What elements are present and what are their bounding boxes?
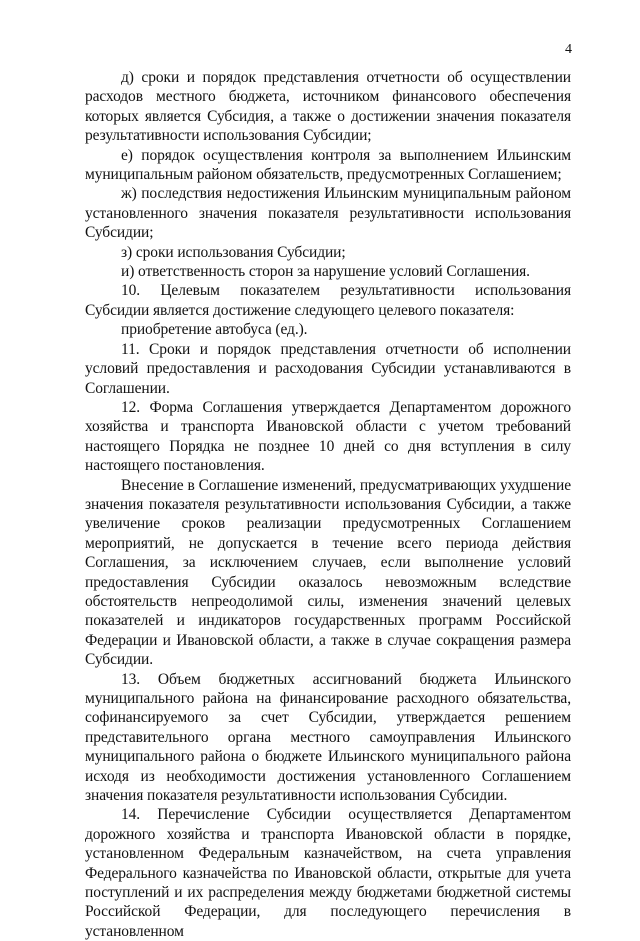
paragraph-item-e: е) порядок осуществления контроля за выполнением Ильинским муниципальным районом обязательств, предусмотренных Соглашением; <box>85 146 571 184</box>
paragraph-12: 12. Форма Соглашения утверждается Департаментом дорожного хозяйства и транспорта Ивановской области с учетом требований настоящего Порядка не позднее 10 дней со дня вступления в силу настоящего постановления. <box>85 398 571 475</box>
page-number: 4 <box>565 42 572 57</box>
paragraph-10: 10. Целевым показателем результативности использования Субсидии является достижение следующего целевого показателя: <box>85 282 571 319</box>
paragraph-14: 14. Перечисление Субсидии осуществляется Департаментом дорожного хозяйства и транспорта Ивановской области в порядке, установленном Федеральным казначейством, на счета управления Федерального казначейства по Ивановской области, открытые для учета поступлений и их распределения между бюджетами бюджетной системы Российской Федерации, для последующего перечисления в установленном <box>85 806 571 940</box>
document-body <box>85 68 571 941</box>
paragraph-13: 13. Объем бюджетных ассигнований бюджета Ильинского муниципального района на финансирование расходного обязательства, софинансируемого за счет Субсидии, утверждается решением представительного органа местного самоуправления Ильинского муниципального района о бюджете Ильинского муниципального района исходя из необходимости достижения установленного Соглашением значения показателя результативности использования Субсидии. <box>85 670 571 805</box>
paragraph-item-i: и) ответственность сторон за нарушение условий Соглашения. <box>121 263 530 281</box>
paragraph-10-indicator: приобретение автобуса (ед.). <box>121 321 308 339</box>
paragraph-11: 11. Сроки и порядок представления отчетности об исполнении условий предоставления и расходования Субсидии устанавливаются в Соглашении. <box>85 340 571 397</box>
paragraph-item-zh: ж) последствия недостижения Ильинским муниципальным районом установленного значения показателя результативности использования Субсидии; <box>85 185 571 242</box>
paragraph-item-d: д) сроки и порядок представления отчетности об осуществлении расходов местного бюджета, источником финансового обеспечения которых является Субсидия, а также о достижении значения показателя результативности использования Субсидии; <box>85 69 571 145</box>
paragraph-item-z: з) сроки использования Субсидии; <box>121 243 346 261</box>
paragraph-12-amendments: Внесение в Соглашение изменений, предусматривающих ухудшение значения показателя результативности использования Субсидии, а также увеличение сроков реализации предусмотренных Соглашением мероприятий, не допускается в течение всего периода действия Соглашения, за исключением случаев, если выполнение условий предоставления Субсидии оказалось невозможным вследствие обстоятельств непреодолимой силы, изменения значений целевых показателей и индикаторов государственных программ Российской Федерации и Ивановской области, а также в случае сокращения размера Субсидии. <box>85 476 571 669</box>
